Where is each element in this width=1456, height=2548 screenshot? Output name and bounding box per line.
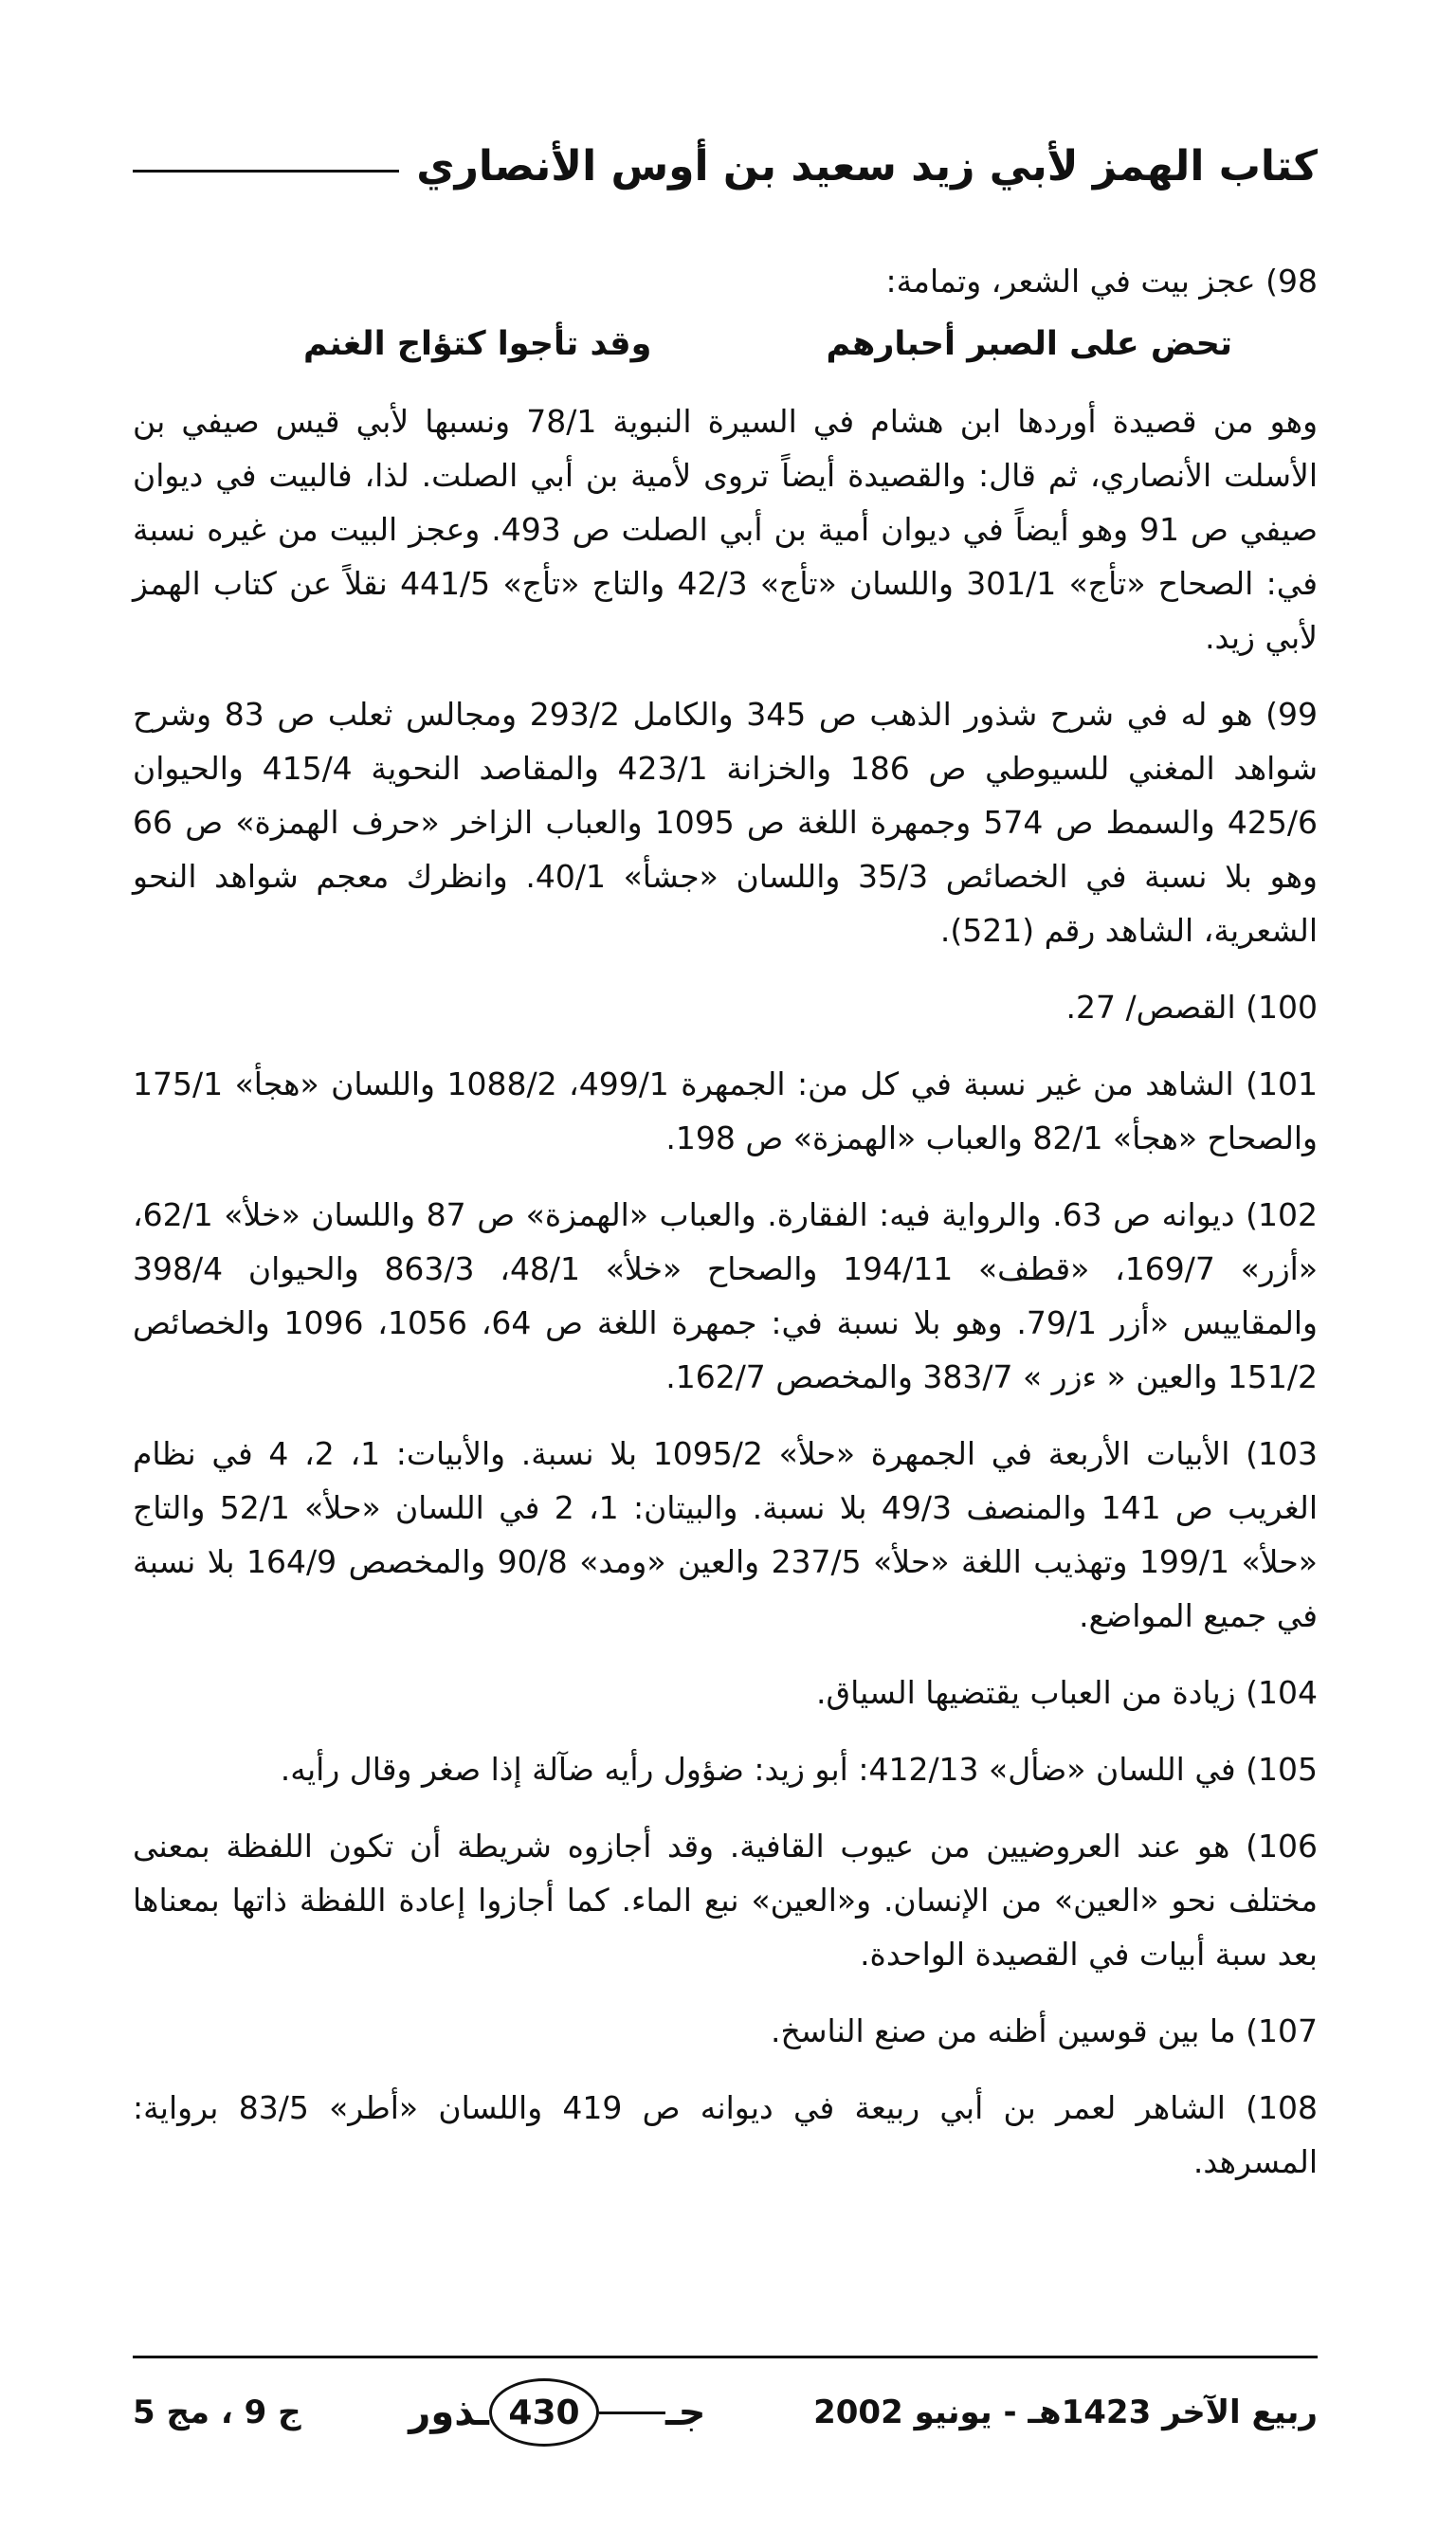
header-title: كتاب الهمز لأبي زيد سعيد بن أوس الأنصاري <box>416 142 1318 191</box>
issue-date: ربيع الآخر 1423هـ - يونيو 2002 <box>813 2393 1318 2431</box>
page-number: 430 <box>489 2378 599 2447</box>
verse-line <box>133 318 1318 372</box>
note-105: 105) في اللسان «ضأل» 412/13: أبو زيد: ضؤول رأيه ضآلة إذا صغر وقال رأيه. <box>280 1751 1318 1788</box>
note-106: 106) هو عند العروضيين من عيوب القافية. وقد أجازوه شريطة أن تكون اللفظة بمعنى مختلف نحو «العين» من الإنسان. و«العين» نبع الماء. كما أجازوا إعادة اللفظة ذاتها بمعناها بعد سبة أبيات في القصيدة الواحدة. <box>133 1828 1318 1973</box>
running-header <box>133 142 1318 191</box>
page-number-block <box>409 2378 705 2447</box>
note-108: 108) الشاهر لعمر بن أبي ربيعة في ديوانه ص 419 واللسان «أطر» 83/5 برواية: المسرهد. <box>133 2089 1318 2180</box>
note-98-continued: وهو من قصيدة أوردها ابن هشام في السيرة النبوية 78/1 ونسبها لأبي قيس صيفي بن الأسلت الأنصاري، ثم قال: والقصيدة أيضاً تروى لأمية بن أبي الصلت. لذا، فالبيت في ديوان صيفي ص 91 وهو أيضاً في ديوان أمية بن أبي الصلت ص 493. وعجز البيت من غيره نسبة في: الصحاح «تأج» 301/1 واللسان «تأج» 42/3 والتاج «تأج» 441/5 نقلاً عن كتاب الهمز لأبي زيد. <box>133 403 1319 656</box>
page-footer <box>133 2375 1318 2450</box>
note-99: 99) هو له في شرح شذور الذهب ص 345 والكامل 293/2 ومجالس ثعلب ص 83 وشرح شواهد المغني للسيوطي ص 186 والخزانة 423/1 والمقاصد النحوية 415/4 والحيوان 425/6 والسمط ص 574 وجمهرة اللغة ص 1095 والعباب الزاخر «حرف الهمزة» ص 66 وهو بلا نسبة في الخصائص 35/3 واللسان «جشأ» 40/1. وانظرك معجم شواهد النحو الشعرية، الشاهد رقم (521). <box>133 696 1318 949</box>
endnotes <box>133 254 1318 2211</box>
header-rule <box>133 170 399 173</box>
verse-second-hemistich: وقد تأجوا كتؤاج الغنم <box>303 325 652 363</box>
journal-name: ـذور <box>409 2391 489 2434</box>
note-102: 102) ديوانه ص 63. والرواية فيه: الفقارة. والعباب «الهمزة» ص 87 واللسان «خلأ» 62/1، «أزر» 169/7، «قطف» 194/11 والصحاح «خلأ» 48/1، 863/3 والحيوان 398/4 والمقاييس «أزر 79/1. وهو بلا نسبة في: جمهرة اللغة ص 64، 1056، 1096 والخصائص 151/2 والعين « ءزر » 383/7 والمخصص 162/7. <box>133 1196 1319 1395</box>
footer-dash <box>599 2412 665 2414</box>
note-104: 104) زيادة من العباب يقتضيها السياق. <box>816 1674 1318 1711</box>
note-107: 107) ما بين قوسين أظنه من صنع الناسخ. <box>771 2012 1318 2049</box>
verse-first-hemistich: تحض على الصبر أحبارهم <box>826 325 1232 363</box>
journal-prefix: جـ <box>664 2391 706 2434</box>
note-101: 101) الشاهد من غير نسبة في كل من: الجمهرة 499/1، 1088/2 واللسان «هجأ» 175/1 والصحاح «هجأ» 82/1 والعباب «الهمزة» ص 198. <box>133 1065 1319 1156</box>
note-98: 98) عجز بيت في الشعر، وتمامة: <box>885 263 1318 300</box>
note-100: 100) القصص/ 27. <box>1065 989 1318 1026</box>
note-103: 103) الأبيات الأربعة في الجمهرة «حلأ» 1095/2 بلا نسبة. والأبيات: 1، 2، 4 في نظام الغريب ص 141 والمنصف 49/3 بلا نسبة. والبيتان: 1، 2 في اللسان «حلأ» 52/1 والتاج «حلأ» 199/1 وتهذيب اللغة «حلأ» 237/5 والعين «ومد» 90/8 والمخصص 164/9 بلا نسبة في جميع المواضع. <box>133 1435 1319 1634</box>
footer-rule <box>133 2356 1318 2358</box>
issue-volume: ج 9 ، مج 5 <box>133 2393 301 2431</box>
